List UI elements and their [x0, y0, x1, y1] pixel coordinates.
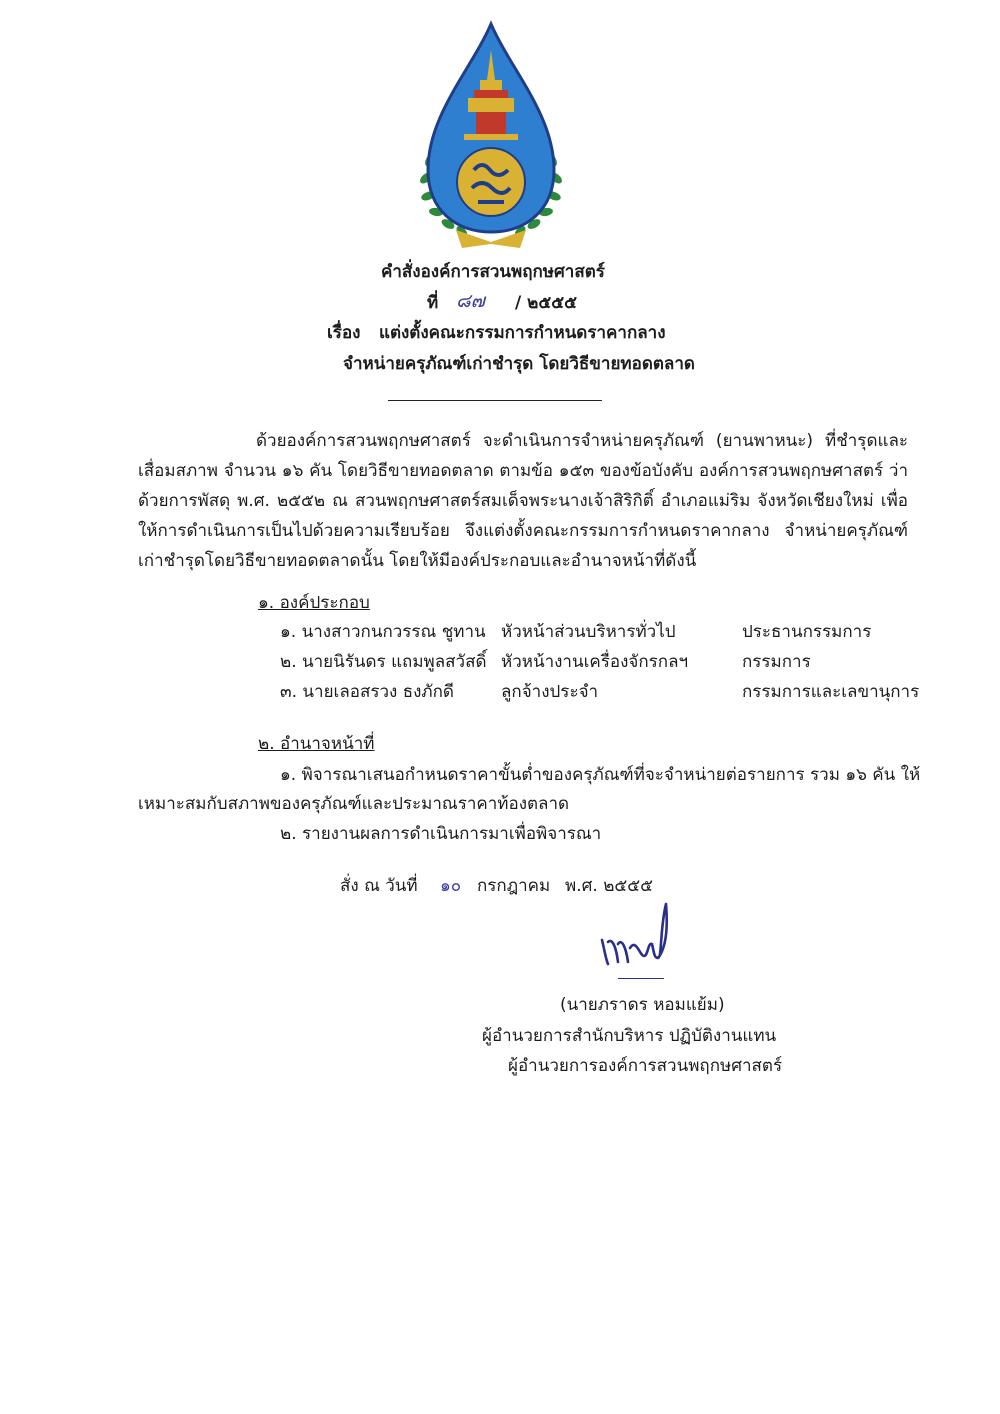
- header-divider: [388, 400, 602, 401]
- order-date-day: ๑๐: [440, 876, 462, 896]
- order-date-prefix: สั่ง ณ วันที่: [340, 876, 418, 896]
- order-date-month: กรกฎาคม: [477, 876, 551, 896]
- body-paragraph: ด้วยองค์การสวนพฤกษศาสตร์ จะดำเนินการจำหน่ายครุภัณฑ์ (ยานพาหนะ) ที่ชำรุดและเสื่อมสภาพ จำนวน ๑๖ คัน โดยวิธีขายทอดตลาด ตามข้อ ๑๕๓ ของข้อบังคับ องค์การสวนพฤกษศาสตร์ ว่าด้วยการพัสดุ พ.ศ. ๒๕๕๒ ณ สวนพฤกษศาสตร์สมเด็จพระนางเจ้าสิริกิติ์ อำเภอแม่ริม จังหวัดเชียงใหม่ เพื่อให้การดำเนินการเป็นไปด้วยความเรียบร้อย จึงแต่งตั้งคณะกรรมการกำหนดราคากลาง จำหน่ายครุภัณฑ์เก่าชำรุดโดยวิธีขายทอดตลาดนั้น โดยให้มีองค์ประกอบและอำนาจหน้าที่ดังนี้: [138, 431, 908, 571]
- duty-item-1-line-1: ๑. พิจารณาเสนอกำหนดราคาขั้นต่ำของครุภัณฑ์ที่จะจำหน่ายต่อรายการ รวม ๑๖ คัน ให้: [280, 765, 921, 785]
- member-role: กรรมการและเลขานุการ: [742, 682, 920, 702]
- subject-label: เรื่อง: [327, 323, 361, 343]
- order-number-year: / ๒๕๕๕: [515, 293, 577, 313]
- member-position: หัวหน้าส่วนบริหารทั่วไป: [501, 622, 676, 642]
- monogram-emblem: [457, 148, 525, 216]
- order-number-value: ๘๗: [456, 290, 485, 312]
- organization-seal-logo: [416, 20, 566, 252]
- member-name: ๓. นายเลอสรวง ธงภักดี: [280, 682, 454, 702]
- member-name: ๒. นายนิรันดร แถมพูลสวัสดิ์: [280, 652, 487, 672]
- member-role: ประธานกรรมการ: [742, 622, 872, 642]
- duty-item-1-line-2: เหมาะสมกับสภาพของครุภัณฑ์และประมาณราคาท้องตลาด: [138, 794, 570, 814]
- member-position: หัวหน้างานเครื่องจักรกลฯ: [501, 652, 689, 672]
- signatory-title-line-1: ผู้อำนวยการสำนักบริหาร ปฏิบัติงานแทน: [482, 1026, 777, 1046]
- subject-line-1: แต่งตั้งคณะกรรมการกำหนดราคากลาง: [379, 323, 666, 343]
- member-name: ๑. นางสาวกนกวรรณ ชูทาน: [280, 622, 486, 642]
- signatory-name: (นายภราดร หอมแย้ม): [560, 995, 725, 1015]
- signatory-title-line-2: ผู้อำนวยการองค์การสวนพฤกษศาสตร์: [508, 1056, 783, 1076]
- handwritten-signature: [596, 898, 676, 978]
- member-position: ลูกจ้างประจำ: [501, 682, 599, 702]
- composition-heading: ๑. องค์ประกอบ: [258, 593, 370, 613]
- order-date-year: พ.ศ. ๒๕๕๕: [565, 876, 654, 896]
- signature-underline: [618, 978, 664, 979]
- order-title: คำสั่งองค์การสวนพฤกษศาสตร์: [381, 262, 605, 282]
- member-role: กรรมการ: [742, 652, 811, 672]
- order-number-label: ที่: [427, 293, 439, 313]
- duty-item-2: ๒. รายงานผลการดำเนินการมาเพื่อพิจารณา: [280, 824, 602, 844]
- subject-line-2: จำหน่ายครุภัณฑ์เก่าชำรุด โดยวิธีขายทอดตลาด: [343, 354, 695, 374]
- duties-heading: ๒. อำนาจหน้าที่: [258, 734, 375, 754]
